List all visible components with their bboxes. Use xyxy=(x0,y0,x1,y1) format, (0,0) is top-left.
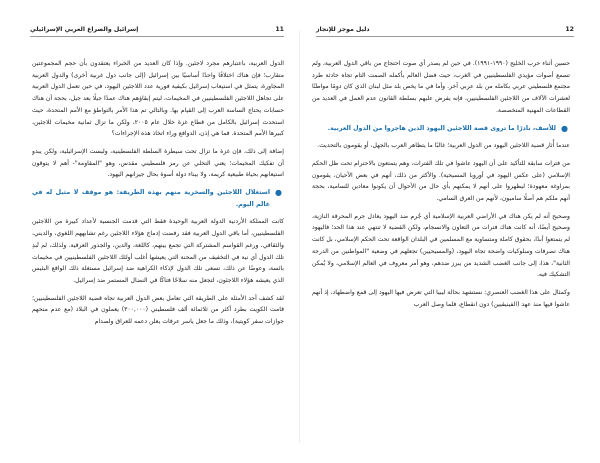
bullet-icon: ● xyxy=(275,188,282,198)
left-paragraph-2: إضافة إلى ذلك، فإن غزة ما تزال تحت سيطرة السلطة الفلسطينية، وليست الإسرائيلية، ولكن يبدو أن تفكيك المخيمات؛ يعني التخلي عن رمز فلسطيني مقدس، وهو "المقاومة"- أهم لا يتوقون استيعابهم بحياة طبيعية كريمة، ولا بيناء دولة أسوة بحال جيرانهم اليهود. xyxy=(32,147,284,179)
right-paragraph-3: من فترات سابقة للتأكيد على أن اليهود عاشوا في تلك الفترات، وهم يتمتعون بالاحترام تحت ظل الحكم الإسلامي (على عكس اليهود في أوروبا المسيحية). والأكثر من ذلك، أنهم في بعض الأحيان، يقومون بمراوغة معهودة؛ ليظهروا على أنهم لا يمكنهم بأي حال من الأحوال أن يكونوا معادين للسامية، بحجة أنهم ملكم هم أصلًا ساميون، لأنهم من العرق السامي. xyxy=(312,159,570,203)
right-page-header xyxy=(316,22,574,37)
right-page xyxy=(300,0,600,463)
left-page-body xyxy=(32,58,284,441)
right-page-number: 12 xyxy=(565,25,574,33)
left-paragraph-1: الدول العربية، باعتبارهم مجرد لاجئين. وإذا كان العديد من الخبراء يعتقدون بأن حجم المجموعتين متقارب؛ فإن هناك اختلافًا واحدًا أساسيًا بين إسرائيل (إلى جانب دول غربية أخرى) والدول العربية المجاورة، يتمثل في استيعاب إسرائيل بكيفية فورية عدد اللاجئين اليهود، في حين تعمل الدول العربية على تجاهل اللاجئين الفلسطينيين في المخيمات، ليتم إبقاؤهم هناك عمدًا جيلًا بعد جيل، بحجة أن هناك حسابات يحتاج الساسة العرب إلى القيام بها. وبالتالي تم هذا الأمر بالتواطؤ مع الأمم المتحدة، حيث استحدث إسرائيل بالكامل من قطاع غزة خلال عام ٢٠٠٥، ولكن ما تزال ثمانية مخيمات للاجئين، كبيرها الأمم المتحدة. فما هي إذن، الدوافع وراء اتخاذ هذه الإجراءات؟ xyxy=(32,60,284,138)
left-page-header xyxy=(30,22,284,37)
right-paragraph-5: وكمثال على هذا الغضب العنصري: نستشهد بحالة ليبيا التي تعرض فيها اليهود إلى قمع واضطهاد، إذ أنهم عاشوا فيها منذ عهد (الفينيقيين) دون انقطاع، فلما وصل العرب xyxy=(312,288,570,308)
left-highlight-heading-text: استغلال اللاجئين والسخرية منهم بهذه الطريقة: هو موقف لا مثيل له في عالم اليوم. xyxy=(32,189,270,208)
right-highlight-heading-text: للأسف، نادرًا ما تروى قصة اللاجئين اليهود الذين هاجروا من الدول العربية. xyxy=(327,124,556,132)
left-page-number: 11 xyxy=(275,25,284,33)
left-paragraph-4: لقد كشف أحد الأمثلة على الطريقة التي تعامل بعض الدول العربية تجاه قضية اللاجئين الفلسطينيين؛ قامت الكويت بطرد أكثر من ثلاثمائة ألف فلسطيني (٣٠٠,٠٠٠) يعملون في البلاد (مع عدم منحهم جوازات سفر كويتية)، وذلك ما جعل ياسر عرفات يعلن دعمه للعراق ولصدام xyxy=(32,294,284,326)
bullet-icon: ● xyxy=(561,123,568,133)
left-paragraph-3: كانت المملكة الأردنية الدولة العربية الوحيدة فقط التي قدمت الجنسية لأعداد كبيرة من اللاجئين الفلسطينيين، أما باقي الدول العربية فقد رفضت إدماج هؤلاء اللاجئين رغم تشابههم اللغوي، والديني، والثقافي، ورغم القواسم المشتركة التي تجمع بينهم، كاللغة، والدين، والجذور العرقية. ولذلك، لم تُبدِ تلك الدول أي نية في التخفيف من المحنة التي يعيشها أغلب أولئك اللاجئين الفلسطينيين في مخيمات بائسة، وعوضًا عن ذلك، تسعى تلك الدول لإذكاء الكراهية ضد إسرائيل مستغلة ذلك الواقع البئيس الذي يعيشه هؤلاء اللاجئون، لتجعل منه سلاحًا فتاكًا في النضال المستمر ضد إسرائيل. xyxy=(32,218,284,284)
left-highlight-heading xyxy=(32,187,284,210)
right-page-body xyxy=(312,58,570,441)
right-paragraph-1: حسين أثناء حرب الخليج (١٩٩٠-١٩٩١). في حين لم يصدر أي صوت احتجاج من باقي الدول العربية، ولم تسمع أصوات مؤيدي الفلسطينيين في الغرب، حيث فضل العالم بأكمله الصمت التام تجاه حادثة طرد مجتمع فلسطيني عربي بكامله من بلد عربي آخر. وأما في ما يخص بلد مثل لبنان الذي كان دومًا مواطنًا لعشرات الآلاف من اللاجئين الفلسطينيين، فإنه يفرض عليهم بسلطة القانون عدم العمل في العديد من القطاعات المهنية المتخصصة. xyxy=(312,60,570,114)
left-page-running-title: إسرائيل والصراع العربي الإسرائيلي xyxy=(30,25,139,33)
right-page-running-title: دليل موجز للإنجاز xyxy=(316,25,370,33)
right-highlight-heading xyxy=(312,123,570,135)
right-paragraph-2: عندما أُثار قضية اللاجئين اليهود من الدول العربية؛ غالبًا ما يتظاهر العرب بالجهل، أو يقومون بالتحديث. xyxy=(317,142,570,150)
right-paragraph-4: وصحيح أنه لم يكن هناك في الأراضي العربية الإسلامية أي جُرم ضد اليهود يعادل جرم المحرقة النازية، وصحيح أيضًا، أنه كانت هناك فترات من التعاون والانسجام، ولكن القضية لا تنتهي عند هذا الحد؛ فاليهود لم يتمتعوا أبدًا، بحقوق كاملة ومتساوية مع المسلمين في البلدان الواقعة تحت الحكم الإسلامي، بل كانت هناك تصرفات وسلوكيات واضحة تجاه اليهود، (والمسيحيين) تجعلهم في وضعية "المواطنين من الدرجة الثانية"، هذا، إلى جانب الغضب الشديد من يبرز ضدهم، وهو أمر معروف في العالم الإسلامي، ولا يُمكن التشكيك فيه. xyxy=(312,212,570,279)
